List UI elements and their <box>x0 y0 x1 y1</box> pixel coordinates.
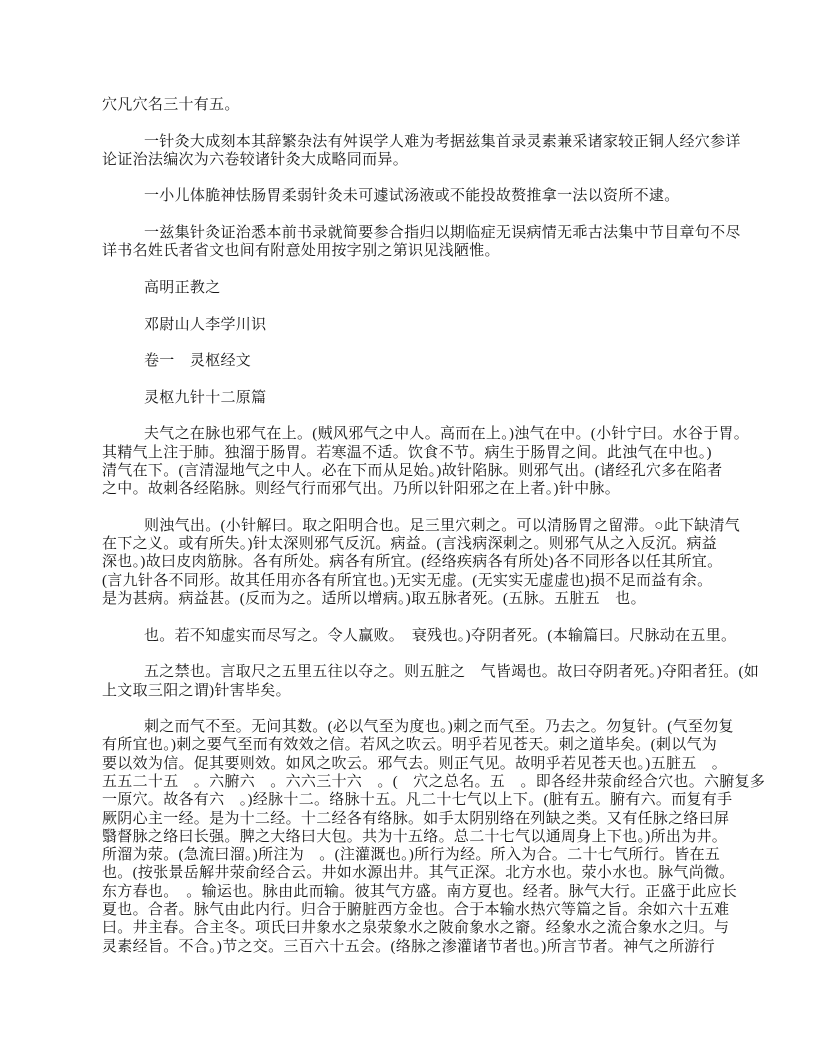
paragraph <box>102 279 816 297</box>
text-line: 五之禁也。言取尺之五里五往以夺之。则五脏之 气皆竭也。故曰夺阴者死。)夺阳者狂。(如 <box>144 664 760 681</box>
text-line: 也。(按张景岳解井荥俞经合云。井如水源出井。其气正深。北方水也。荥小水也。脉气尚微。 <box>102 865 735 882</box>
text-line: 详书名姓氏者省文也间有附意处用按字别之第识见浅陋惟。 <box>102 243 500 260</box>
paragraph <box>102 133 816 170</box>
text-line: 翳督脉之络曰长强。脾之大络曰大包。共为十五络。总二十七气以通周身上下也。)所出为井。 <box>102 828 728 845</box>
text-line: 则浊气出。(小针解曰。取之阳明合也。足三里穴刺之。可以清肠胃之留滞。○此下缺清气 <box>144 517 741 534</box>
text-line: 论证治法编次为六卷较诸针灸大成略同而异。 <box>102 151 409 168</box>
text-line: 也。若不知虚实而尽写之。令人赢败。 衰残也。)夺阴者死。(本输篇曰。尺脉动在五里。 <box>144 627 737 644</box>
text-line: 一原穴。故各有六 。)经脉十二。络脉十五。凡二十七气以上下。(脏有五。腑有六。而复有手 <box>102 792 733 809</box>
paragraph <box>102 718 816 956</box>
paragraph <box>102 425 816 498</box>
text-line: 曰。井主春。合主冬。项氏曰井象水之泉荥象水之陂俞象水之窬。经象水之流合象水之归。与 <box>102 920 730 937</box>
text-line: 其精气上注于肺。独溜于肠胃。若寒温不适。饮食不节。病生于肠胃之间。此浊气在中也。) <box>102 444 712 461</box>
text-line: 高明正教之 <box>144 279 221 296</box>
text-line: 一兹集针灸证治悉本前书录就简要参合指归以期临症无误病情无乖古法集中节目章句不尽 <box>144 225 741 242</box>
paragraph <box>102 224 816 261</box>
text-line: 刺之而气不至。无问其数。(必以气至为度也。)刺之而气至。乃去之。勿复针。(气至勿复 <box>144 719 734 736</box>
paragraph <box>102 352 816 370</box>
text-line: 夫气之在脉也邪气在上。(贼风邪气之中人。高而在上。)浊气在中。(小针宁曰。水谷于胃。 <box>144 426 750 443</box>
paragraph <box>102 316 816 334</box>
text-line: 穴凡穴名三十有五。 <box>102 97 240 113</box>
paragraph <box>102 517 816 608</box>
text-line: 上文取三阳之谓)针害毕矣。 <box>102 682 291 699</box>
text-line: 之中。故刺各经陷脉。则经气行而邪气出。乃所以针阳邪之在上者。)针中脉。 <box>102 481 620 498</box>
text-line: 在下之义。或有所失。)针太深则邪气反沉。病益。(言浅病深刺之。则邪气从之入反沉。病益 <box>102 536 718 553</box>
text-line: 灵枢九针十二原篇 <box>144 389 267 406</box>
paragraph <box>102 389 816 407</box>
paragraph <box>102 96 816 114</box>
text-line: 夏也。合者。脉气由此内行。归合于腑脏西方金也。合于本输水热穴等篇之旨。余如六十五难 <box>102 902 730 919</box>
paragraph <box>102 627 816 645</box>
text-line: 所溜为荥。(急流曰溜。)所注为 。(注灌溉也。)所行为经。所入为合。二十七气所行。皆在五 <box>102 847 721 864</box>
text-line: 是为甚病。病益甚。(反而为之。适所以增病。)取五脉者死。(五脉。五脏五 也。 <box>102 591 646 608</box>
text-line: 卷一 灵枢经文 <box>144 353 252 370</box>
page-content <box>102 96 816 974</box>
text-line: 东方春也。 。输运也。脉由此而输。彼其气方盛。南方夏也。经者。脉气大行。正盛于此应长 <box>102 883 738 900</box>
text-line: (言九针各不同形。故其任用亦各有所宜也。)无实无虚。(无实实无虚虚也)损不足而益有余。 <box>102 572 713 589</box>
text-line: 清气在下。(言清湿地气之中人。必在下而从足始。)故针陷脉。则邪气出。(诸经孔穴多在陷者 <box>102 462 723 479</box>
text-line: 邓尉山人李学川识 <box>144 316 267 333</box>
text-line: 深也。)故曰皮肉筋脉。各有所处。病各有所宜。(经络疾病各有所处)各不同形各以任其所宜。 <box>102 554 723 571</box>
text-line: 厥阴心主一经。是为十二经。十二经各有络脉。如手太阴别络在列缺之类。又有任脉之络曰屏 <box>102 810 730 827</box>
text-line: 五五二十五 。六腑六 。六六三十六 。( 穴之总名。五 。即各经井荥俞经合穴也。六腑复多 <box>102 773 766 790</box>
text-line: 有所宜也。)刺之要气至而有效效之信。若风之吹云。明乎若见苍天。刺之道毕矣。(刺以气为 <box>102 737 718 754</box>
text-line: 一针灸大成刻本其辞繁杂法有舛误学人难为考据兹集首录灵素兼采诸家较正铜人经穴参详 <box>144 133 741 150</box>
text-line: 灵素经旨。不合。)节之交。三百六十五会。(络脉之渗灌诸节者也。)所言节者。神气之所游行 <box>102 938 715 955</box>
paragraph <box>102 187 816 205</box>
paragraph <box>102 663 816 700</box>
text-line: 一小儿体脆神怯肠胃柔弱针灸未可遽试汤液或不能投故赘推拿一法以资所不逮。 <box>144 188 680 205</box>
text-line: 要以效为信。促其要则效。如风之吹云。邪气去。则正气见。故明乎若见苍天也。)五脏五 。 <box>102 755 728 772</box>
